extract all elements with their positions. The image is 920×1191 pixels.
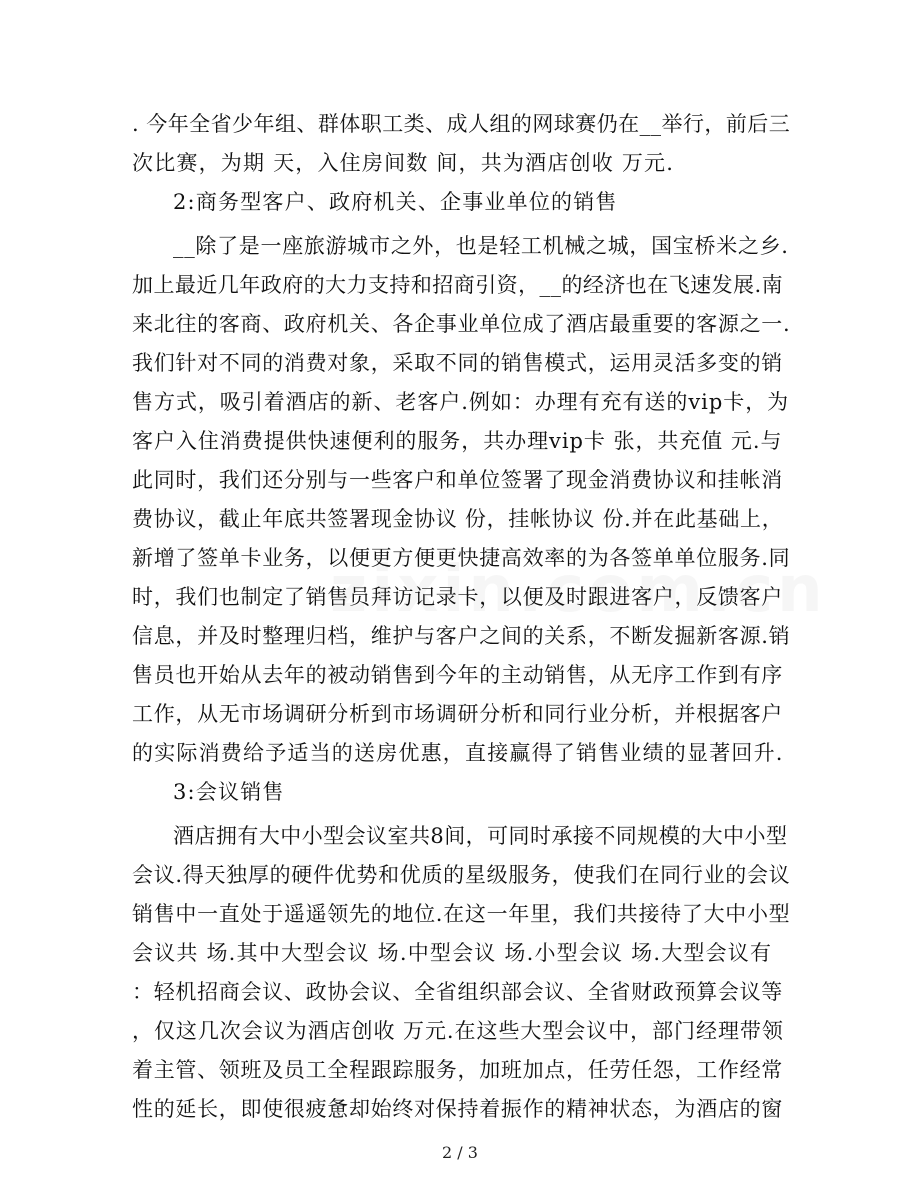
paragraph-line: 我们针对不同的消费对象，采取不同的销售模式，运用灵活多变的销 [132, 351, 783, 375]
paragraph-line: 售方式，吸引着酒店的新、老客户.例如：办理有充有送的vip卡，为 [132, 390, 790, 414]
paragraph-line: 售员也开始从去年的被动销售到今年的主动销售，从无序工作到有序 [132, 663, 783, 687]
paragraph-line: 加上最近几年政府的大力支持和招商引资，__的经济也在飞速发展.南 [132, 273, 784, 297]
paragraph-line: 销售中一直处于遥遥领先的地位.在这一年里，我们共接待了大中小型 [132, 902, 791, 926]
paragraph-line: 次比赛，为期 天，入住房间数 间，共为酒店创收 万元. [132, 151, 675, 175]
paragraph-line: 酒店拥有大中小型会议室共8间，可同时承接不同规模的大中小型 [173, 824, 788, 848]
page-number: 2 / 3 [442, 1143, 478, 1162]
paragraph-line: 会议共 场.其中大型会议 场.中型会议 场.小型会议 场.大型会议有 [132, 941, 773, 965]
paragraph-line: 的实际消费给予适当的送房优惠，直接赢得了销售业绩的显著回升. [132, 741, 784, 765]
paragraph-line: ：轻机招商会议、政协会议、全省组织部会议、全省财政预算会议等 [132, 980, 783, 1004]
paragraph-line: 着主管、领班及员工全程跟踪服务，加班加点，任劳任怨，工作经常 [132, 1058, 783, 1082]
section-heading-business-sales: 2:商务型客户、政府机关、企事业单位的销售 [173, 190, 618, 214]
paragraph-line: 来北往的客商、政府机关、各企事业单位成了酒店最重要的客源之一. [132, 312, 791, 336]
paragraph-line: 费协议，截止年底共签署现金协议 份，挂帐协议 份.并在此基础上， [132, 507, 784, 531]
paragraph-line: __除了是一座旅游城市之外，也是轻工机械之城，国宝桥米之乡. [173, 234, 789, 258]
paragraph-line: 工作，从无市场调研分析到市场调研分析和同行业分析，并根据客户 [132, 702, 783, 726]
paragraph-line: 新增了签单卡业务，以便更方便更快捷高效率的为各签单单位服务.同 [132, 546, 791, 570]
paragraph-line: ，仅这几次会议为酒店创收 万元.在这些大型会议中，部门经理带领 [132, 1019, 784, 1043]
paragraph-line: 时，我们也制定了销售员拜访记录卡，以便及时跟进客户，反馈客户 [132, 585, 783, 609]
paragraph-line: 性的延长，即使很疲惫却始终对保持着振作的精神状态，为酒店的窗 [132, 1097, 783, 1121]
paragraph-line: 此同时，我们还分别与一些客户和单位签署了现金消费协议和挂帐消 [132, 468, 783, 492]
paragraph-line: . 今年全省少年组、群体职工类、成人组的网球赛仍在__举行，前后三 [132, 112, 791, 136]
paragraph-line: 会议.得天独厚的硬件优势和优质的星级服务，使我们在同行业的会议 [132, 863, 791, 887]
paragraph-line: 客户入住消费提供快速便利的服务，共办理vip卡 张，共充值 元.与 [132, 429, 783, 453]
paragraph-line: 信息，并及时整理归档，维护与客户之间的关系，不断发掘新客源.销 [132, 624, 791, 648]
section-heading-meeting-sales: 3:会议销售 [173, 780, 285, 804]
